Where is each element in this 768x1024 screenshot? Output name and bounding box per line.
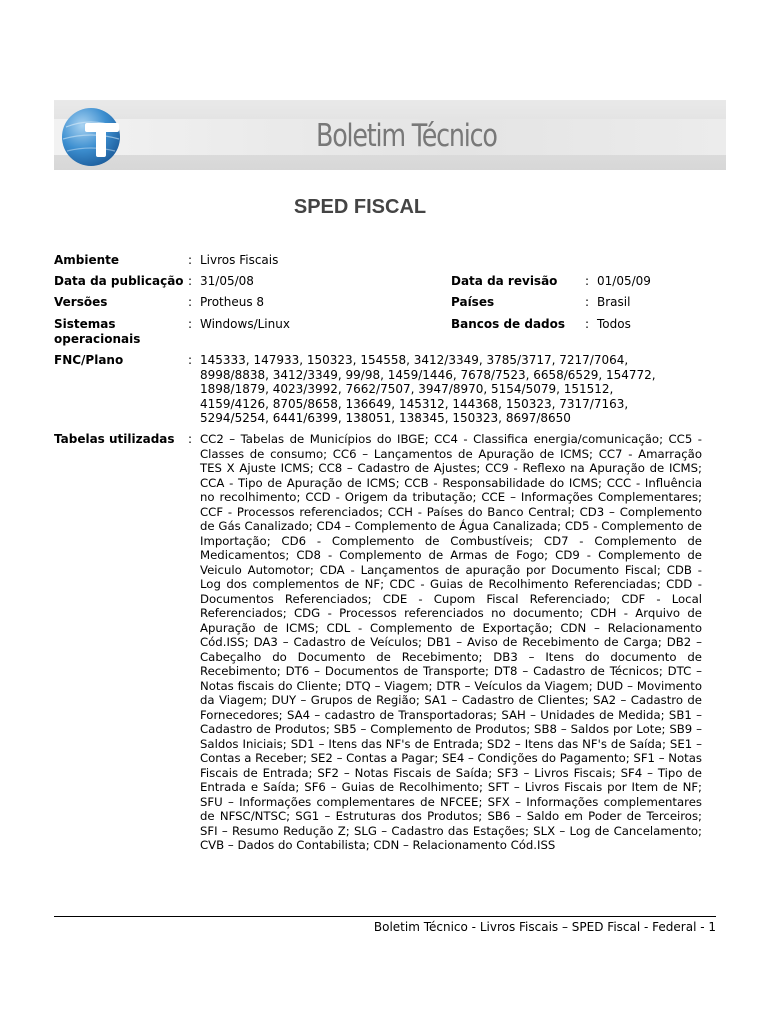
data-revisao-value: 01/05/09 (597, 274, 651, 288)
banner-title: Boletim Técnico (316, 118, 497, 154)
separator: : (585, 295, 590, 309)
tabelas-value: CC2 – Tabelas de Municípios do IBGE; CC4 - Classifica energia/comunicação; CC5 - Classes de consumo; CC6 – Lançamentos de Apuração de ICMS; CC7 - Amarração TES X Ajuste ICMS; CC8 – Cadastro de Ajustes; CC9 - Reflexo na Apuração de ICMS; CCA - Tipo de Apuração de ICMS; CCB - Responsabilidade do ICMS; CCC - Influência no recolhimento; CCD - Origem da tributação; CCE – Informações Complementares; CCF - Processos referenciados; CCH - Países do Banco Central; CD3 – Complemento de Gás Canalizado; CD4 – Complemento de Água Canalizada; CD5 - Complemento de Importação; CD6 - Complemento de Combustíveis; CD7 - Complemento de Medicamentos; CD8 - Complemento de Armas de Fogo; CD9 - Complemento de Veiculo Automotor; CDA - Lançamentos de apuração por Documento Fiscal; CDB - Log dos complementos de NF; CDC - Guias de Recolhimento Referenciadas; CDD - Documentos Referenciados; CDE - Cupom Fiscal Referenciado; CDF - Local Referenciados; CDG - Processos referenciados no documento; CDH - Arquivo de Apuração de ICMS; CDL - Complemento de Exportação; CDN – Relacionamento Cód.ISS; DA3 – Cadastro de Veículos; DB1 – Aviso de Recebimento de Carga; DB2 – Cabeçalho do Documento de Recebimento; DB3 – Itens do documento de Recebimento; DT6 – Documentos de Transporte; DT8 – Cadastro de Técnicos; DTC – Notas fiscais do Cliente; DTQ – Viagem; DTR – Veículos da Viagem; DUD – Movimento da Viagem; DUY – Grupos de Região; SA1 – Cadastro de Clientes; SA2 – Cadastro de Fornecedores; SA4 – cadastro de Transportadoras; SAH – Unidades de Medida; SB1 – Cadastro de Produtos; SB5 – Complemento de Produtos; SB8 – Saldos por Lote; SB9 – Saldos Iniciais; SD1 – Itens das NF's de Entrada; SD2 – Itens das NF's de Saída; SE1 – Contas a Receber; SE2 – Contas a Pagar; SE4 – Condições do Pagamento; SF1 – Notas Fiscais de Entrada; SF2 – Notas Fiscais de Saída; SF3 – Livros Fiscais; SF4 – Tipo de Entrada e Saída; SF6 – Guias de Recolhimento; SFT – Livros Fiscais por Item de NF; SFU – Informações complementares de NFCEE; SFX – Informações complementares de NFSC/NTSC; SG1 – Estruturas dos Produtos; SB6 – Saldo em Poder de Terceiros; SFI – Resumo Redução Z; SLG – Cadastro das Estações; SLX – Log de Cancelamento; CVB – Dados do Contabilista; CDN – Relacionamento Cód.ISS (200, 432, 702, 852)
fnc-label: FNC/Plano (54, 353, 124, 367)
separator: : (188, 432, 193, 446)
ambiente-label: Ambiente (54, 253, 120, 267)
bancos-value: Todos (597, 317, 631, 331)
sistemas-label-line1: Sistemas (54, 317, 116, 331)
sistemas-value: Windows/Linux (200, 317, 290, 331)
sistemas-label-line2: operacionais (54, 332, 141, 346)
data-revisao-label: Data da revisão (451, 274, 558, 288)
bancos-label: Bancos de dados (451, 317, 566, 331)
footer-text: Boletim Técnico - Livros Fiscais – SPED Fiscal - Federal - 1 (373, 920, 716, 934)
separator: : (188, 317, 193, 331)
separator: : (585, 317, 590, 331)
separator: : (585, 274, 590, 288)
separator: : (188, 274, 193, 288)
footer-divider (54, 916, 716, 917)
ambiente-value: Livros Fiscais (200, 253, 279, 267)
header-banner (54, 100, 726, 170)
tabelas-label: Tabelas utilizadas (54, 432, 175, 446)
data-publicacao-label: Data da publicação (54, 274, 184, 288)
paises-value: Brasil (597, 295, 631, 309)
paises-label: Países (451, 295, 495, 309)
versoes-label: Versões (54, 295, 108, 309)
document-title: SPED FISCAL (293, 196, 427, 218)
separator: : (188, 353, 193, 367)
versoes-value: Protheus 8 (200, 295, 265, 309)
totvs-globe-logo-icon (58, 105, 128, 167)
data-publicacao-value: 31/05/08 (200, 274, 254, 288)
separator: : (188, 253, 193, 267)
separator: : (188, 295, 193, 309)
fnc-value: 145333, 147933, 150323, 154558, 3412/3349, 3785/3717, 7217/7064, 8998/8838, 3412/3349, 99/98, 1459/1446, 7678/7523, 6658/6529, 154772, 1898/1879, 4023/3992, 7662/7507, 3947/8970, 5154/5079, 151512, 4159/4126, 8705/8658, 136649, 145312, 144368, 150323, 7317/7163, 5294/5254, 6441/6399, 138051, 138345, 150323, 8697/8650 (200, 353, 656, 425)
